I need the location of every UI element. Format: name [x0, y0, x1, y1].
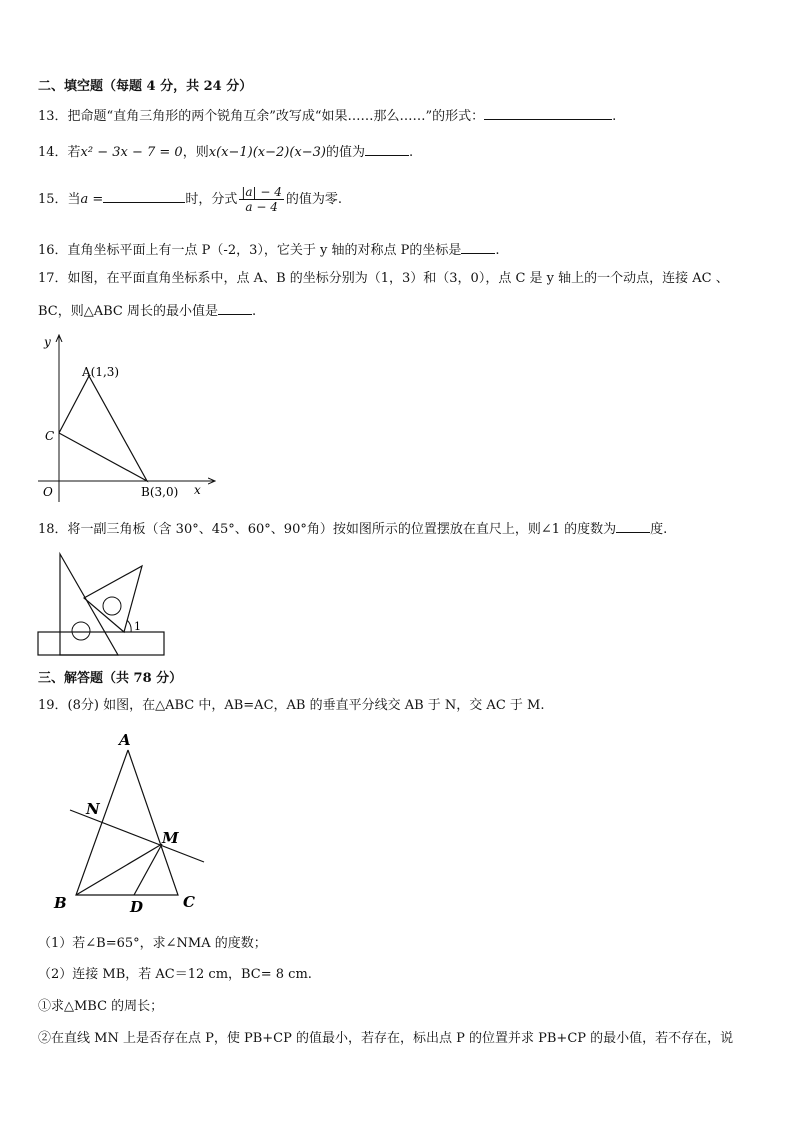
question-19-part-2a: ①求△MBC 的周长； [38, 999, 164, 1014]
question-15-variable: a = [80, 192, 104, 207]
figure-18-triangle-rulers [36, 548, 168, 660]
question-15-prefix: 15．当 [38, 192, 81, 207]
vertex-c-label: C [183, 893, 195, 911]
question-19-part-2: （2）连接 MB，若 AC＝12 cm，BC= 8 cm. [38, 967, 312, 982]
question-17-end: . [252, 304, 257, 319]
question-19-part-1: （1）若∠B=65°，求∠NMA 的度数； [38, 936, 267, 951]
question-14-suffix: 的值为 [325, 145, 365, 160]
section-2-title: 二、填空题（每题 4 分，共 24 分） [38, 79, 253, 94]
question-14-expression: x(x−1)(x−2)(x−3) [208, 145, 326, 160]
question-14-equation: x² − 3x − 7 = 0 [80, 145, 183, 160]
question-14 [38, 142, 413, 162]
question-16-text: 16．直角坐标平面上有一点 P（-2，3），它关于 y 轴的对称点 P的坐标是 [38, 243, 462, 258]
ruler [38, 632, 164, 655]
figure-17-coordinate-plane [30, 330, 220, 508]
answer-blank-17 [218, 301, 252, 315]
triangle-abc [59, 376, 147, 481]
point-c-label: C [45, 429, 55, 443]
vertex-b-label: B [54, 894, 67, 912]
question-16-end: . [495, 243, 500, 258]
question-16 [38, 240, 500, 260]
question-14-middle: ，则 [182, 145, 209, 160]
question-17-line-1: 17．如图，在平面直角坐标系中，点 A、B 的坐标分别为（1，3）和（3，0），点 C 是 y 轴上的一个动点，连接 AC 、 [38, 271, 729, 286]
question-13 [38, 106, 616, 126]
answer-blank-13 [484, 106, 612, 120]
point-d-label: D [130, 898, 144, 916]
question-15-suffix: 的值为零. [285, 192, 343, 207]
section-3-title: 三、解答题（共 78 分） [38, 671, 183, 686]
question-17-line-2 [38, 301, 256, 321]
vertex-a-label: A [119, 731, 131, 749]
question-13-end: . [612, 109, 617, 124]
question-14-prefix: 14．若 [38, 145, 81, 160]
answer-blank-18 [616, 519, 650, 533]
figure-19-triangle [46, 724, 216, 920]
point-n-label: N [86, 800, 100, 818]
question-14-end: . [409, 145, 414, 160]
fraction-denominator: a − 4 [245, 200, 278, 214]
point-b-label: B(3,0) [141, 485, 179, 499]
fraction-numerator: |a| − 4 [241, 185, 282, 199]
question-18-text: 18．将一副三角板（含 30°、45°、60°、90°角）按如图所示的位置摆放在直尺上，则∠1 的度数为 [38, 522, 617, 537]
x-axis-label: x [194, 483, 201, 497]
angle-1-label: 1 [134, 620, 141, 633]
y-axis-label: y [44, 335, 51, 349]
segment-mb [76, 844, 162, 895]
answer-blank-16 [461, 240, 495, 254]
point-a-label: A(1,3) [82, 365, 120, 379]
triangle-hole-2 [103, 597, 121, 615]
question-13-text: 13．把命题“直角三角形的两个锐角互余”改写成“如果……那么……”的形式： [38, 109, 485, 124]
triangle-30-60 [60, 554, 118, 655]
question-15-middle: 时，分式 [185, 192, 238, 207]
origin-label: O [43, 485, 53, 499]
answer-blank-15 [103, 189, 185, 203]
triangle-hole-1 [72, 622, 90, 640]
question-17-text: BC，则△ABC 周长的最小值是 [38, 304, 219, 319]
question-19-part-2b: ②在直线 MN 上是否存在点 P，使 PB+CP 的值最小，若存在，标出点 P 的位置并求 PB+CP 的最小值，若不存在，说 [38, 1031, 734, 1046]
question-15 [38, 181, 342, 219]
question-19-text: 19．(8分) 如图，在△ABC 中，AB=AC，AB 的垂直平分线交 AB 于 N，交 AC 于 M. [38, 698, 545, 713]
angle-1-arc [127, 620, 131, 632]
question-18 [38, 519, 667, 539]
point-m-label: M [162, 829, 179, 847]
question-18-end: 度. [650, 522, 668, 537]
answer-blank-14 [365, 142, 409, 156]
triangle-abc [76, 750, 178, 895]
question-15-fraction [239, 185, 284, 214]
